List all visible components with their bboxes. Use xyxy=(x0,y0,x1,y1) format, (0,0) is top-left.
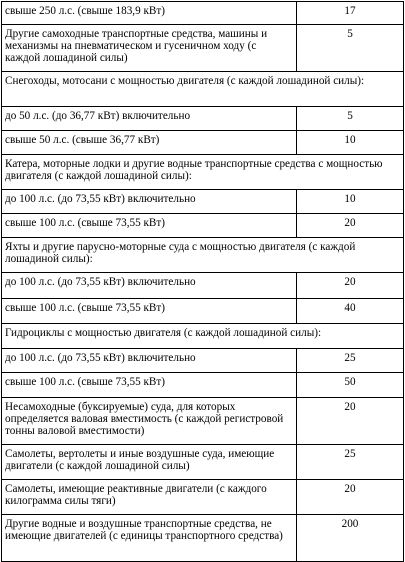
table-row xyxy=(2,445,404,480)
tax-rate-cell: 25 xyxy=(297,349,404,373)
vehicle-category-cell: свыше 100 л.с. (свыше 73,55 кВт) xyxy=(2,214,297,238)
table-row xyxy=(2,190,404,214)
table-row xyxy=(2,2,404,25)
tax-rate-cell: 25 xyxy=(297,445,404,480)
table-row xyxy=(2,107,404,131)
section-heading-cell: Яхты и другие парусно-моторные суда с мощностью двигателя (с каждой лошадиной силы): xyxy=(2,238,404,273)
vehicle-category-cell: до 100 л.с. (до 73,55 кВт) включительно xyxy=(2,190,297,214)
tax-rate-cell: 20 xyxy=(297,273,404,299)
vehicle-category-cell: до 100 л.с. (до 73,55 кВт) включительно xyxy=(2,273,297,299)
table-row xyxy=(2,398,404,445)
table-row xyxy=(2,273,404,299)
tax-rate-cell: 17 xyxy=(297,2,404,25)
tax-rate-cell: 50 xyxy=(297,373,404,398)
table-row xyxy=(2,131,404,155)
tax-rate-cell: 10 xyxy=(297,190,404,214)
section-heading-cell: Гидроциклы с мощностью двигателя (с каждой лошадиной силы): xyxy=(2,324,404,349)
vehicle-category-cell: Несамоходные (буксируемые) суда, для которых определяется валовая вместимость (с каждой регистровой тонны валовой вместимости) xyxy=(2,398,297,445)
vehicle-category-cell: свыше 250 л.с. (свыше 183,9 кВт) xyxy=(2,2,297,25)
section-heading-row xyxy=(2,324,404,349)
table-row xyxy=(2,373,404,398)
tax-rate-cell: 5 xyxy=(297,107,404,131)
table-row xyxy=(2,25,404,72)
vehicle-category-cell: до 100 л.с. (до 73,55 кВт) включительно xyxy=(2,349,297,373)
tax-rate-cell: 20 xyxy=(297,480,404,515)
vehicle-category-cell: свыше 100 л.с. (свыше 73,55 кВт) xyxy=(2,299,297,324)
tax-rate-cell: 40 xyxy=(297,299,404,324)
vehicle-category-cell: Самолеты, имеющие реактивные двигатели (с каждого килограмма силы тяги) xyxy=(2,480,297,515)
tax-rate-cell: 10 xyxy=(297,131,404,155)
table-row xyxy=(2,480,404,515)
vehicle-category-cell: Другие самоходные транспортные средства, машины и механизмы на пневматическом и гусеничном ходу (с каждой лошадиной силы) xyxy=(2,25,297,72)
section-heading-row xyxy=(2,155,404,190)
tax-rate-cell: 200 xyxy=(297,515,404,562)
vehicle-category-cell: Другие водные и воздушные транспортные средства, не имеющие двигателей (с единицы транспортного средства) xyxy=(2,515,297,562)
tax-rate-table xyxy=(1,1,404,562)
section-heading-row xyxy=(2,72,404,107)
vehicle-category-cell: до 50 л.с. (до 36,77 кВт) включительно xyxy=(2,107,297,131)
vehicle-category-cell: Самолеты, вертолеты и иные воздушные суда, имеющие двигатели (с каждой лошадиной силы) xyxy=(2,445,297,480)
tax-rate-cell: 20 xyxy=(297,398,404,445)
section-heading-cell: Снегоходы, мотосани с мощностью двигателя (с каждой лошадиной силы): xyxy=(2,72,404,107)
vehicle-category-cell: свыше 100 л.с. (свыше 73,55 кВт) xyxy=(2,373,297,398)
table-row xyxy=(2,515,404,562)
section-heading-cell: Катера, моторные лодки и другие водные транспортные средства с мощностью двигателя (с каждой лошадиной силы): xyxy=(2,155,404,190)
table-row xyxy=(2,349,404,373)
vehicle-category-cell: свыше 50 л.с. (свыше 36,77 кВт) xyxy=(2,131,297,155)
tax-rate-cell: 5 xyxy=(297,25,404,72)
table-row xyxy=(2,214,404,238)
tax-rate-cell: 20 xyxy=(297,214,404,238)
table-row xyxy=(2,299,404,324)
section-heading-row xyxy=(2,238,404,273)
